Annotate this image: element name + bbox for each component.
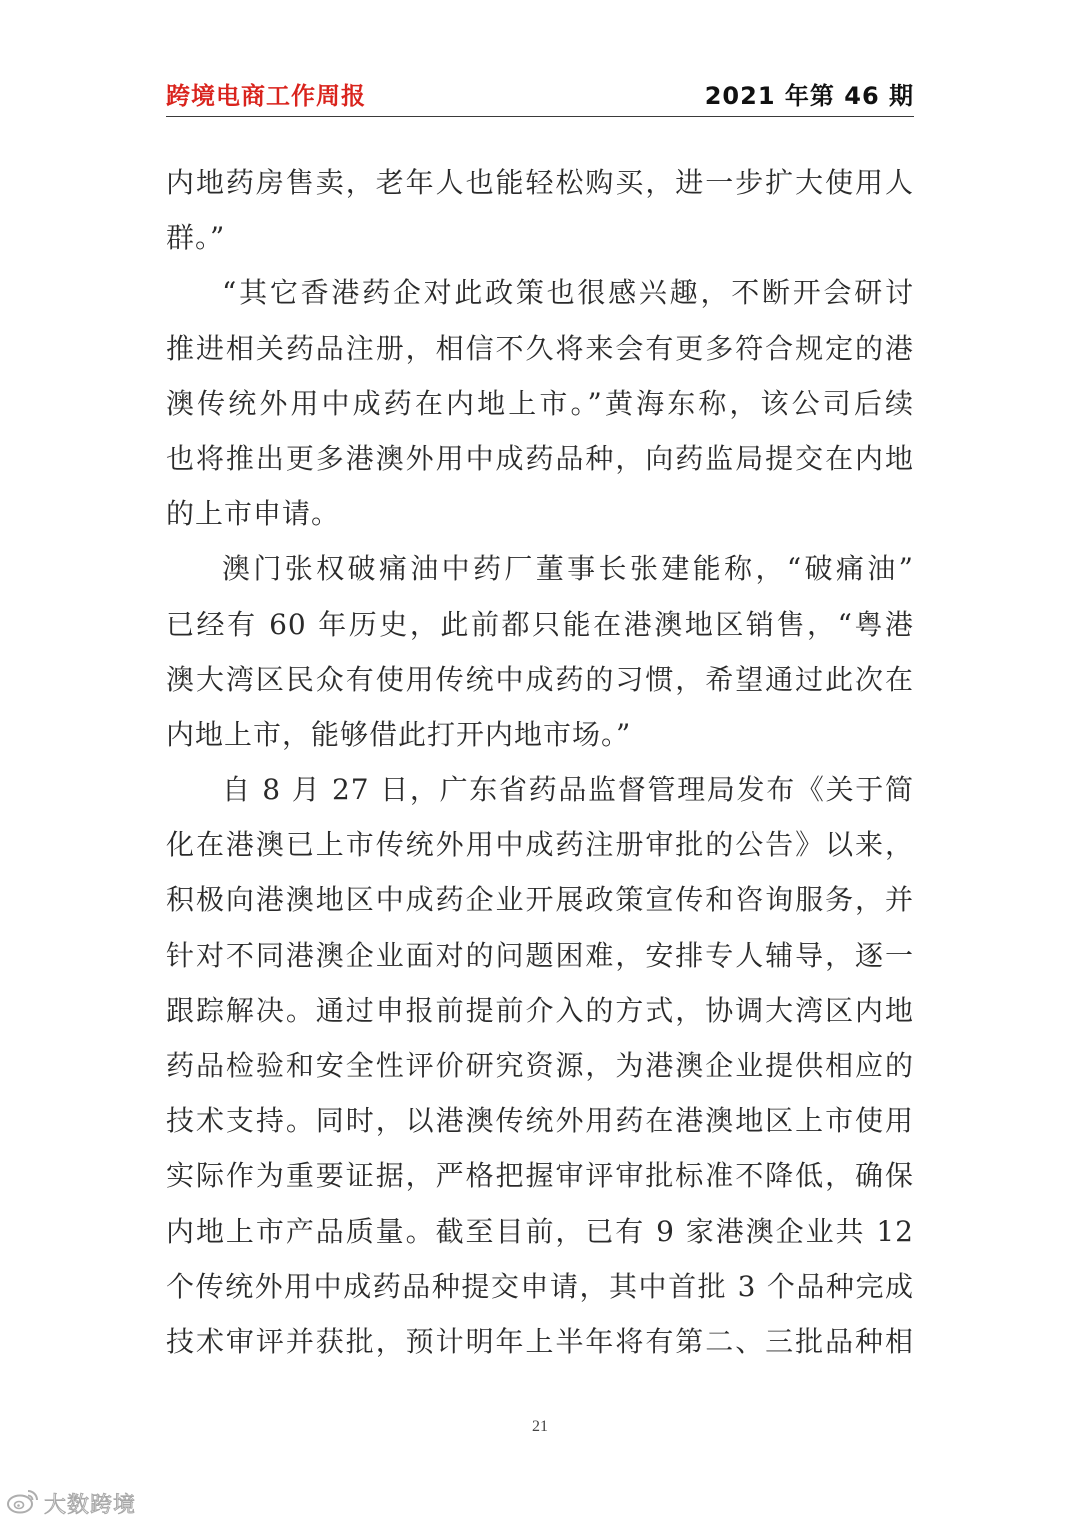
text-line: 内地上市产品质量。截至目前，已有 9 家港澳企业共 12: [166, 1214, 914, 1248]
text-line: 推进相关药品注册，相信不久将来会有更多符合规定的港: [166, 331, 914, 365]
header-divider: [166, 116, 914, 117]
text-line: 内地上市，能够借此打开内地市场。”: [166, 717, 632, 751]
text-line: 澳大湾区民众有使用传统中成药的习惯，希望通过此次在: [166, 662, 914, 696]
text-line: 自 8 月 27 日，广东省药品监督管理局发布《关于简: [222, 773, 914, 807]
text-line: 的上市申请。: [166, 497, 341, 531]
text-line: 也将推出更多港澳外用中成药品种，向药监局提交在内地: [166, 441, 914, 475]
page-number: 21: [532, 1418, 548, 1435]
watermark-text: 大数跨境: [44, 1492, 137, 1518]
text-line: 个传统外用中成药品种提交申请，其中首批 3 个品种完成: [166, 1269, 914, 1303]
article-body: [166, 155, 914, 1369]
text-line: 药品检验和安全性评价研究资源，为港澳企业提供相应的: [166, 1049, 914, 1082]
text-line: 跟踪解决。通过申报前提前介入的方式，协调大湾区内地: [166, 993, 914, 1027]
text-line: 技术支持。同时，以港澳传统外用药在港澳地区上市使用: [166, 1104, 914, 1138]
text-line: 澳传统外用中成药在内地上市。”黄海东称，该公司后续: [166, 386, 914, 420]
text-line: 技术审评并获批，预计明年上半年将有第二、三批品种相: [166, 1324, 914, 1358]
header-title: 跨境电商工作周报: [166, 82, 366, 110]
text-line: 已经有 60 年历史，此前都只能在港澳地区销售，“粤港: [166, 607, 914, 641]
text-line: 群。”: [166, 221, 226, 255]
page-header: [166, 72, 914, 118]
watermark: [6, 1488, 136, 1518]
text-line: 实际作为重要证据，严格把握审评审批标准不降低，确保: [166, 1159, 914, 1193]
text-line: 化在港澳已上市传统外用中成药注册审批的公告》以来，: [166, 828, 914, 862]
header-issue-number: 2021 年第 46 期: [704, 82, 914, 110]
text-line: 针对不同港澳企业面对的问题困难，安排专人辅导，逐一: [166, 938, 914, 972]
text-line: 积极向港澳地区中成药企业开展政策宣传和咨询服务，并: [166, 883, 914, 917]
text-line: 内地药房售卖，老年人也能轻松购买，进一步扩大使用人: [166, 166, 914, 199]
text-line: “其它香港药企对此政策也很感兴趣，不断开会研讨: [222, 276, 914, 310]
weibo-logo-icon: [6, 1487, 40, 1519]
text-line: 澳门张权破痛油中药厂董事长张建能称，“破痛油”: [222, 552, 914, 586]
